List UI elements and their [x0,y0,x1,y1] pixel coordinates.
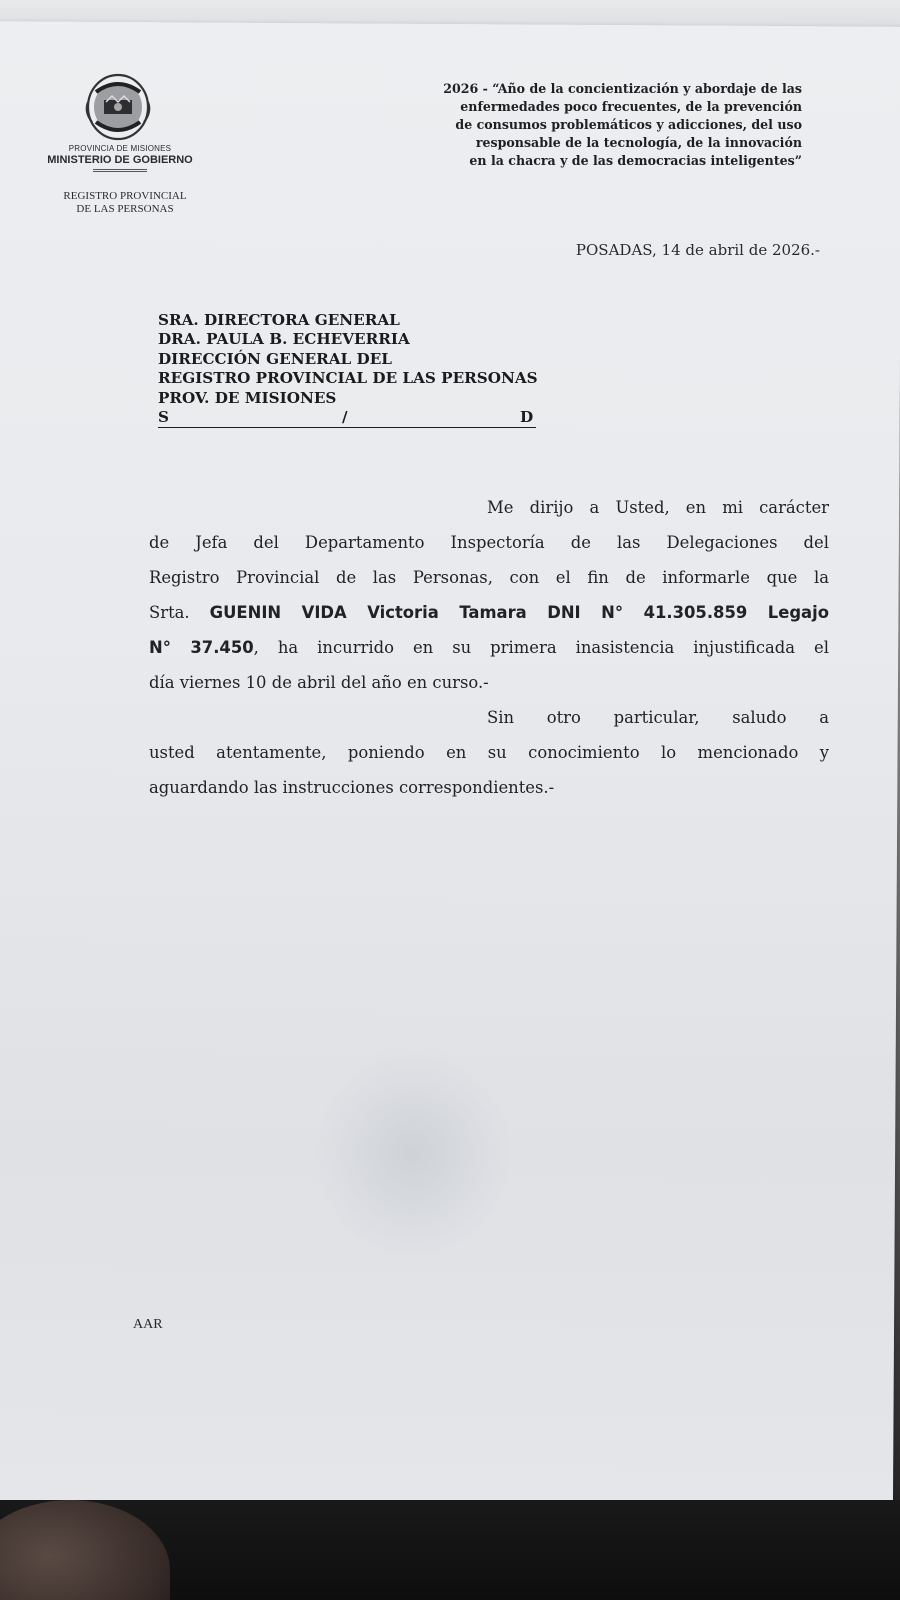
ministry-name: MINISTERIO DE GOBIERNO [47,154,193,166]
addressee-block [158,311,678,428]
body-line-5 [149,630,829,665]
body-line-4 [149,595,829,630]
body-line-1: Me dirijo a Usted, en mi carácter [487,498,829,517]
title-prefix: Srta. [149,603,190,622]
year-motto [340,80,802,170]
closing-line-2: usted atentamente, poniendo en su conocimiento lo mencionado y [149,743,829,762]
sd-s: S [158,408,169,427]
reference-initials: AAR [133,1317,163,1332]
closing-line-3: aguardando las instrucciones correspondientes.- [149,778,555,797]
body-line-2: de Jefa del Departamento Inspectoría de las Delegaciones del [149,533,829,552]
provincial-crest-icon [82,72,154,142]
registry-line-2: DE LAS PERSONAS [76,203,174,215]
body-line-5-rest: , ha incurrido en su primera inasistencia injustificada el [253,638,830,657]
addressee-line-3: DIRECCIÓN GENERAL DEL [158,349,392,368]
province-name: PROVINCIA DE MISIONES [68,144,172,153]
body-line-3: Registro Provincial de las Personas, con el fin de informarle que la [149,568,829,587]
addressee-line-5: PROV. DE MISIONES [158,388,337,407]
addressee-line-1: SRA. DIRECTORA GENERAL [158,311,400,329]
closing-line-1: Sin otro particular, saludo a [487,708,829,727]
registry-name [40,190,210,216]
employee-identification: GUENIN VIDA Victoria Tamara DNI N° 41.305.859 Legajo [209,603,829,622]
body-line-6: día viernes 10 de abril del año en curso.- [149,673,489,692]
motto-line-2: enfermedades poco frecuentes, de la prevención [460,99,802,114]
agency-block [30,144,210,172]
registry-line-1: REGISTRO PROVINCIAL [63,190,187,202]
su-despacho-line [158,408,536,428]
motto-line-5: en la chacra y de las democracias inteligentes” [469,153,802,168]
letter-body [149,490,829,805]
employee-file-number: N° 37.450 [149,638,254,657]
motto-line-1: 2026 - “Año de la concientización y abordaje de las [443,81,802,96]
addressee-line-2: DRA. PAULA B. ECHEVERRIA [158,330,410,349]
paper-shadow [312,1043,513,1264]
sd-d: D [520,408,534,427]
sd-slash: / [342,408,348,427]
addressee-line-4: REGISTRO PROVINCIAL DE LAS PERSONAS [158,369,538,388]
divider [93,169,147,172]
motto-line-4: responsable de la tecnología, de la innovación [475,135,802,150]
motto-line-3: de consumos problemáticos y adicciones, del uso [455,117,802,132]
place-date: POSADAS, 14 de abril de 2026.- [575,241,820,259]
